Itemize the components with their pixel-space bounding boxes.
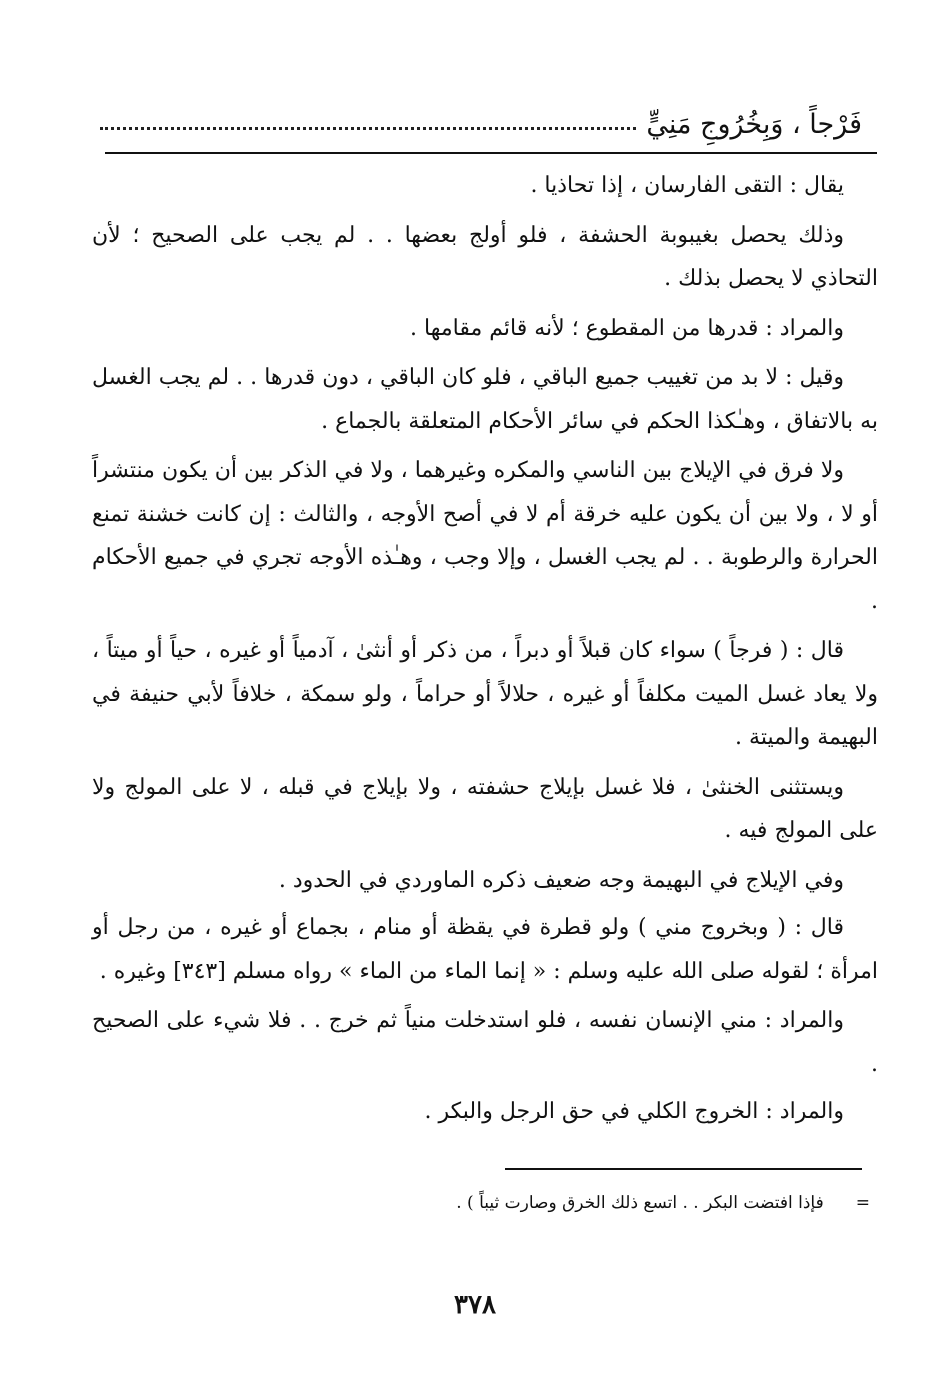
page-number: ٣٧٨ [454,1290,496,1320]
paragraph: والمراد : الخروج الكلي في حق الرجل والبكر . [424,1099,844,1124]
paragraph: وفي الإيلاج في البهيمة وجه ضعيف ذكره الماوردي في الحدود . [278,867,844,893]
footnote-rule [505,1168,862,1170]
footnote-continuation-mark: = [855,1193,870,1213]
paragraph: ولا فرق في الإيلاج بين الناسي والمكره وغيرهما ، ولا في الذكر بين أن يكون منتشراً أو لا ، ولا بين أن يكون عليه خرقة أم لا في أصح الأوجه ، والثالث : إن كانت خشنة تمنع الحرارة والرطوبة . . لم يجب الغسل ، وإلا وجب ، وهـٰذه الأوجه تجري في جميع الأحكام . [92,458,878,614]
header-rule [105,152,877,154]
footnote [110,1188,870,1218]
paragraph: قال : ( فرجاً ) سواء كان قبلاً أو دبراً ، من ذكر أو أنثىٰ ، آدمياً أو غيره ، حياً أو ميتاً ، ولا يعاد غسل الميت مكلفاً أو غيره ، حلالاً أو حراماً ، ولو سمكة ، خلافاً لأبي حنيفة في البهيمة والميتة . [92,638,878,750]
paragraph: والمراد : مني الإنسان نفسه ، فلو استدخلت منياً ثم خرج . . فلا شيء على الصحيح . [92,1008,878,1077]
paragraph: والمراد : قدرها من المقطوع ؛ لأنه قائم مقامها . [410,315,844,341]
paragraph: وذلك يحصل بغيبوبة الحشفة ، فلو أولج بعضها . . لم يجب على الصحيح ؛ لأن التحاذي لا يحصل بذلك . [92,222,878,291]
running-head [100,88,862,138]
footnote-text: فإذا افتضت البكر . . اتسع ذلك الخرق وصارت ثيباً ) . [456,1193,824,1213]
running-head-title: فَرْجاً ، وَبِخُرُوجِ مَنِيٍّ [646,109,862,140]
leader-dots [100,127,636,130]
paragraph: وقيل : لا بد من تغييب جميع الباقي ، فلو كان الباقي ، دون قدرها . . لم يجب الغسل به بالاتفاق ، وهـٰكذا الحكم في سائر الأحكام المتعلقة بالجماع . [92,365,878,434]
paragraph: يقال : التقى الفارسان ، إذا تحاذيا . [530,173,844,198]
body-text [92,164,878,1140]
paragraph: قال : ( وبخروج مني ) ولو قطرة في يقظة أو منام ، بجماع أو غيره ، من رجل أو امرأة ؛ لقوله صلى الله عليه وسلم : « إنما الماء من الماء » رواه مسلم [٣٤٣] وغيره . [92,915,878,984]
paragraph: ويستثنى الخنثىٰ ، فلا غسل بإيلاج حشفته ، ولا بإيلاج في قبله ، لا على المولج ولا على المولج فيه . [92,774,878,843]
